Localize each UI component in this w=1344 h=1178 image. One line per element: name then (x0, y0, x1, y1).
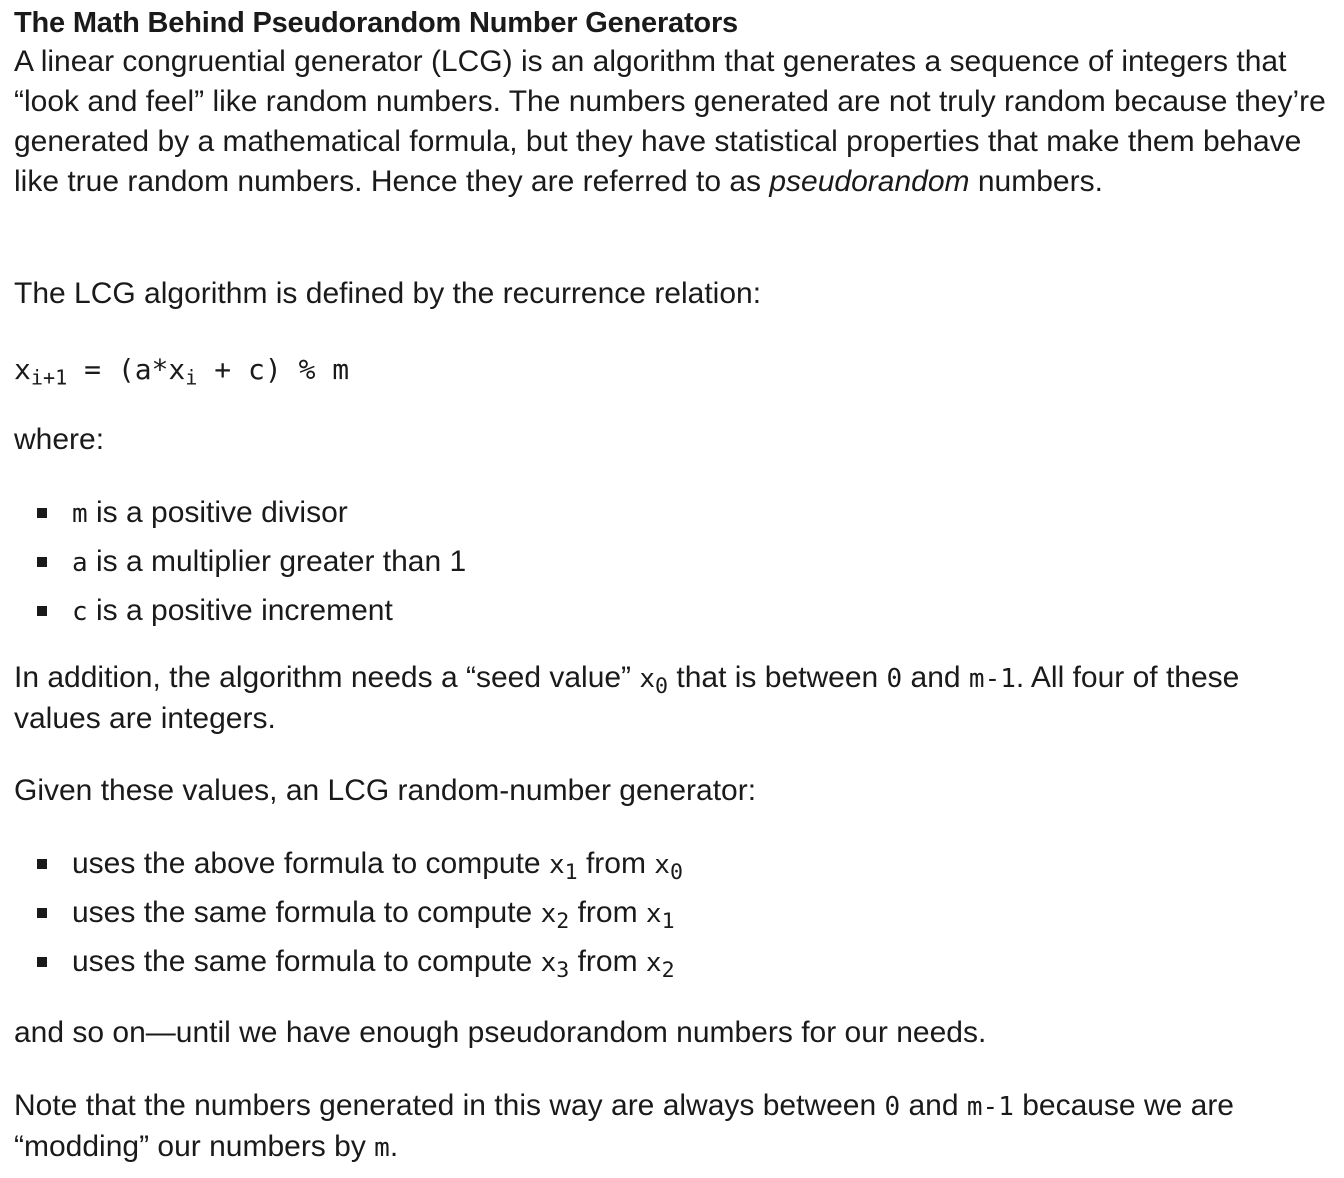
step-variable: x (548, 850, 565, 880)
and-so-on-paragraph: and so on—until we have enough pseudorandom numbers for our needs. (14, 1016, 987, 1049)
definition-text: is a positive increment (87, 594, 393, 627)
seed-subscript: 0 (655, 674, 669, 700)
intro-italic-term: pseudorandom (769, 165, 970, 198)
step-from: from (577, 847, 655, 880)
seed-text-2: that is between (668, 661, 887, 694)
note-paragraph (14, 1086, 1334, 1168)
seed-zero: 0 (886, 664, 903, 694)
note-m: m (374, 1133, 390, 1163)
recurrence-formula (14, 350, 349, 390)
step-subscript: 2 (661, 958, 675, 984)
step-text: uses the same formula to compute (72, 896, 541, 929)
article-title: The Math Behind Pseudorandom Number Generators (14, 7, 738, 39)
step-variable: x (654, 850, 670, 880)
bullet-icon (37, 508, 47, 518)
definition-symbol: a (72, 548, 88, 578)
step-from: from (569, 945, 646, 978)
seed-paragraph (14, 658, 1334, 739)
bullet-icon (37, 557, 47, 567)
note-text-2: because we are “modding” our numbers by (14, 1089, 1234, 1163)
step-subscript: 3 (556, 958, 570, 984)
where-label: where: (14, 423, 105, 456)
seed-text-1: In addition, the algorithm needs a “seed value” (14, 661, 640, 694)
seed-variable: x (639, 664, 656, 694)
given-paragraph: Given these values, an LCG random-number generator: (14, 774, 757, 807)
bullet-icon (37, 908, 47, 918)
formula-lhs-subscript: i+1 (30, 365, 68, 390)
definition-symbol: c (72, 597, 88, 627)
formula-lhs: x (14, 353, 31, 386)
definition-text: is a multiplier greater than 1 (87, 545, 467, 578)
step-text: uses the same formula to compute (72, 945, 541, 978)
note-m-minus-1: m-1 (966, 1092, 1014, 1122)
bullet-icon (37, 957, 47, 967)
step-subscript: 2 (556, 909, 570, 935)
list-item (0, 889, 683, 938)
step-subscript: 1 (661, 909, 675, 935)
step-variable: x (540, 899, 557, 929)
steps-list (0, 840, 683, 987)
note-period: . (389, 1130, 399, 1163)
list-item (0, 587, 466, 636)
formula-rhs-part-2: + c) % m (197, 353, 350, 386)
definitions-list (0, 489, 466, 636)
step-subscript: 1 (564, 860, 578, 886)
step-variable: x (645, 948, 662, 978)
recurrence-intro: The LCG algorithm is defined by the recurrence relation: (14, 277, 762, 310)
step-from: from (569, 896, 646, 929)
formula-rhs-subscript: i (185, 365, 198, 390)
list-item (0, 938, 683, 987)
seed-text-3: . All four of these values are integers. (14, 661, 1240, 735)
step-subscript: 0 (669, 860, 683, 886)
note-zero: 0 (884, 1092, 901, 1122)
list-item (0, 538, 466, 587)
step-text: uses the above formula to compute (72, 847, 549, 880)
formula-rhs-part-1: (a*x (117, 353, 186, 386)
definition-symbol: m (72, 499, 88, 529)
bullet-icon (37, 859, 47, 869)
seed-and: and (902, 661, 969, 694)
formula-equals: = (67, 353, 118, 386)
intro-paragraph (14, 42, 1334, 202)
note-and: and (900, 1089, 967, 1122)
seed-m-minus-1: m-1 (968, 664, 1016, 694)
note-text-1: Note that the numbers generated in this way are always between (14, 1089, 885, 1122)
step-variable: x (540, 948, 557, 978)
definition-text: is a positive divisor (87, 496, 348, 529)
intro-end: numbers. (969, 165, 1103, 198)
intro-text: A linear congruential generator (LCG) is an algorithm that generates a sequence of integers that “look and feel” like random numbers. The numbers generated are not truly random because they’re generated by a mathematical formula, but they have statistical properties that make them behave like true random numbers. Hence they are referred to as (14, 45, 1326, 198)
list-item (0, 489, 466, 538)
step-variable: x (645, 899, 662, 929)
list-item (0, 840, 683, 889)
bullet-icon (37, 606, 47, 616)
